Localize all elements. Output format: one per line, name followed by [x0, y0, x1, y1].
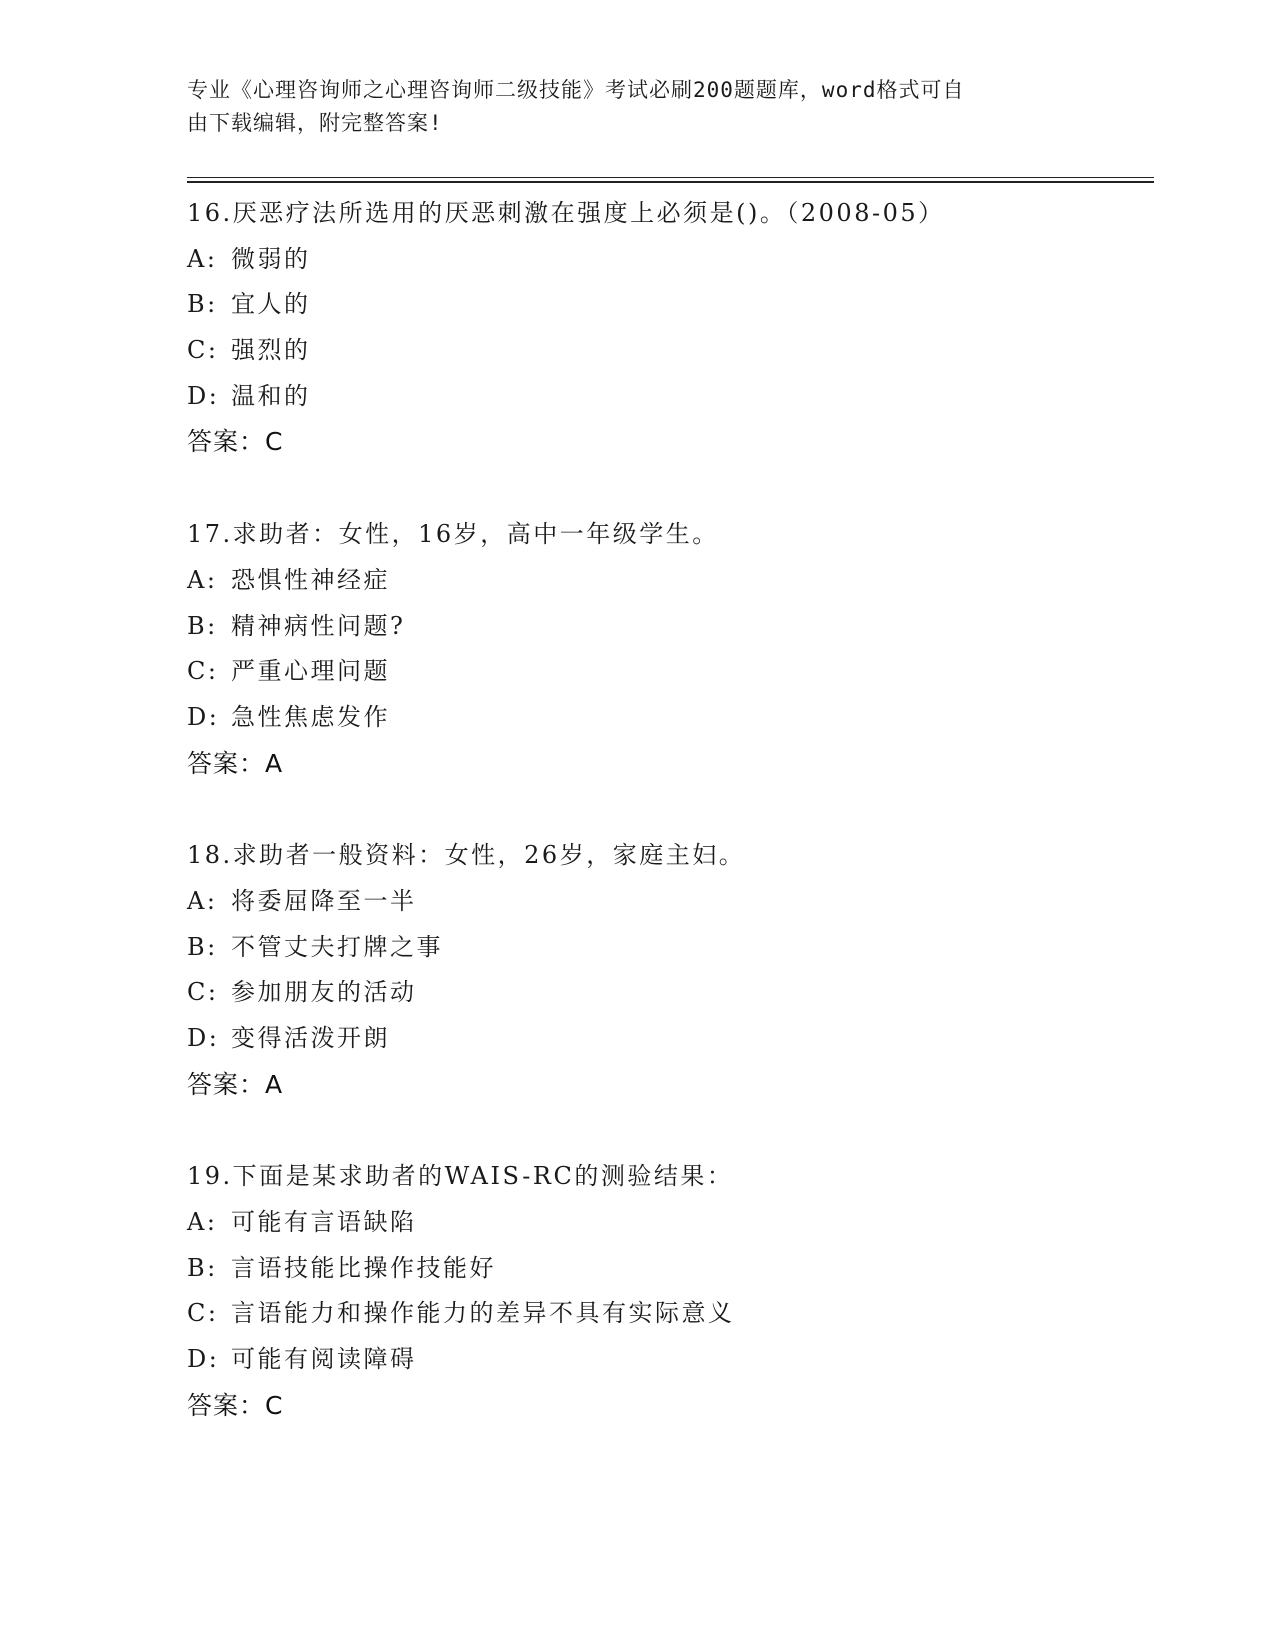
option-text: 可能有阅读障碍	[231, 1345, 417, 1374]
option-letter: D:	[187, 1024, 220, 1052]
option-text: 严重心理问题	[231, 657, 390, 686]
document-header	[187, 74, 1067, 140]
header-line-1: 专业《心理咨询师之心理咨询师二级技能》考试必刷200题题库，word格式可自	[187, 78, 965, 102]
option-letter: B:	[187, 611, 218, 640]
option-b	[187, 282, 1147, 328]
question-19	[187, 1154, 1147, 1428]
option-letter: C:	[187, 657, 219, 686]
option-c	[187, 1291, 1147, 1337]
option-text: 不管丈夫打牌之事	[231, 932, 443, 961]
option-letter: A:	[187, 886, 218, 915]
option-text: 可能有言语缺陷	[231, 1208, 417, 1237]
option-letter: A:	[187, 1208, 218, 1237]
option-letter: C:	[187, 1299, 219, 1328]
option-c	[187, 328, 1147, 374]
question-stem: 16.厌恶疗法所选用的厌恶刺激在强度上必须是()。（2008-05）	[187, 199, 945, 227]
option-text: 微弱的	[231, 244, 311, 273]
option-letter: D:	[187, 1345, 220, 1374]
answer-line: 答案：C	[187, 1390, 284, 1420]
option-a	[187, 1200, 1147, 1246]
option-c	[187, 970, 1147, 1016]
option-text: 恐惧性神经症	[231, 565, 390, 594]
option-text: 言语能力和操作能力的差异不具有实际意义	[231, 1299, 735, 1328]
question-18	[187, 833, 1147, 1107]
option-letter: D:	[187, 702, 220, 731]
option-a	[187, 558, 1147, 604]
option-letter: D:	[187, 381, 220, 410]
option-text: 宜人的	[231, 290, 311, 319]
option-text: 将委屈降至一半	[231, 886, 417, 915]
option-text: 急性焦虑发作	[231, 702, 390, 731]
question-stem: 19.下面是某求助者的WAIS-RC的测验结果：	[187, 1162, 734, 1191]
option-text: 变得活泼开朗	[231, 1024, 390, 1052]
option-letter: B:	[187, 290, 218, 319]
option-letter: B:	[187, 1253, 218, 1282]
option-text: 强烈的	[231, 336, 311, 365]
option-d	[187, 1337, 1147, 1383]
option-letter: C:	[187, 978, 219, 1007]
option-letter: C:	[187, 336, 219, 365]
question-list	[187, 191, 1147, 1476]
option-c	[187, 649, 1147, 695]
question-stem: 18.求助者一般资料：女性，26岁，家庭主妇。	[187, 841, 746, 870]
option-letter: B:	[187, 932, 218, 961]
option-d	[187, 374, 1147, 420]
option-b	[187, 604, 1147, 650]
option-letter: A:	[187, 565, 218, 594]
option-a	[187, 237, 1147, 283]
option-a	[187, 879, 1147, 925]
option-text: 温和的	[231, 381, 311, 410]
option-text: 参加朋友的活动	[231, 978, 417, 1007]
option-letter: A:	[187, 244, 218, 273]
question-17	[187, 512, 1147, 786]
option-text: 言语技能比操作技能好	[231, 1253, 496, 1282]
option-text: 精神病性问题?	[231, 611, 406, 640]
question-stem: 17.求助者：女性，16岁，高中一年级学生。	[187, 520, 719, 549]
answer-line: 答案：C	[187, 427, 284, 457]
option-b	[187, 925, 1147, 971]
header-divider	[187, 177, 1154, 183]
option-d	[187, 695, 1147, 741]
header-line-2: 由下载编辑，附完整答案!	[187, 111, 443, 135]
question-16	[187, 191, 1147, 465]
answer-line: 答案：A	[187, 1069, 284, 1099]
option-b	[187, 1246, 1147, 1292]
option-d	[187, 1016, 1147, 1062]
answer-line: 答案：A	[187, 748, 284, 778]
